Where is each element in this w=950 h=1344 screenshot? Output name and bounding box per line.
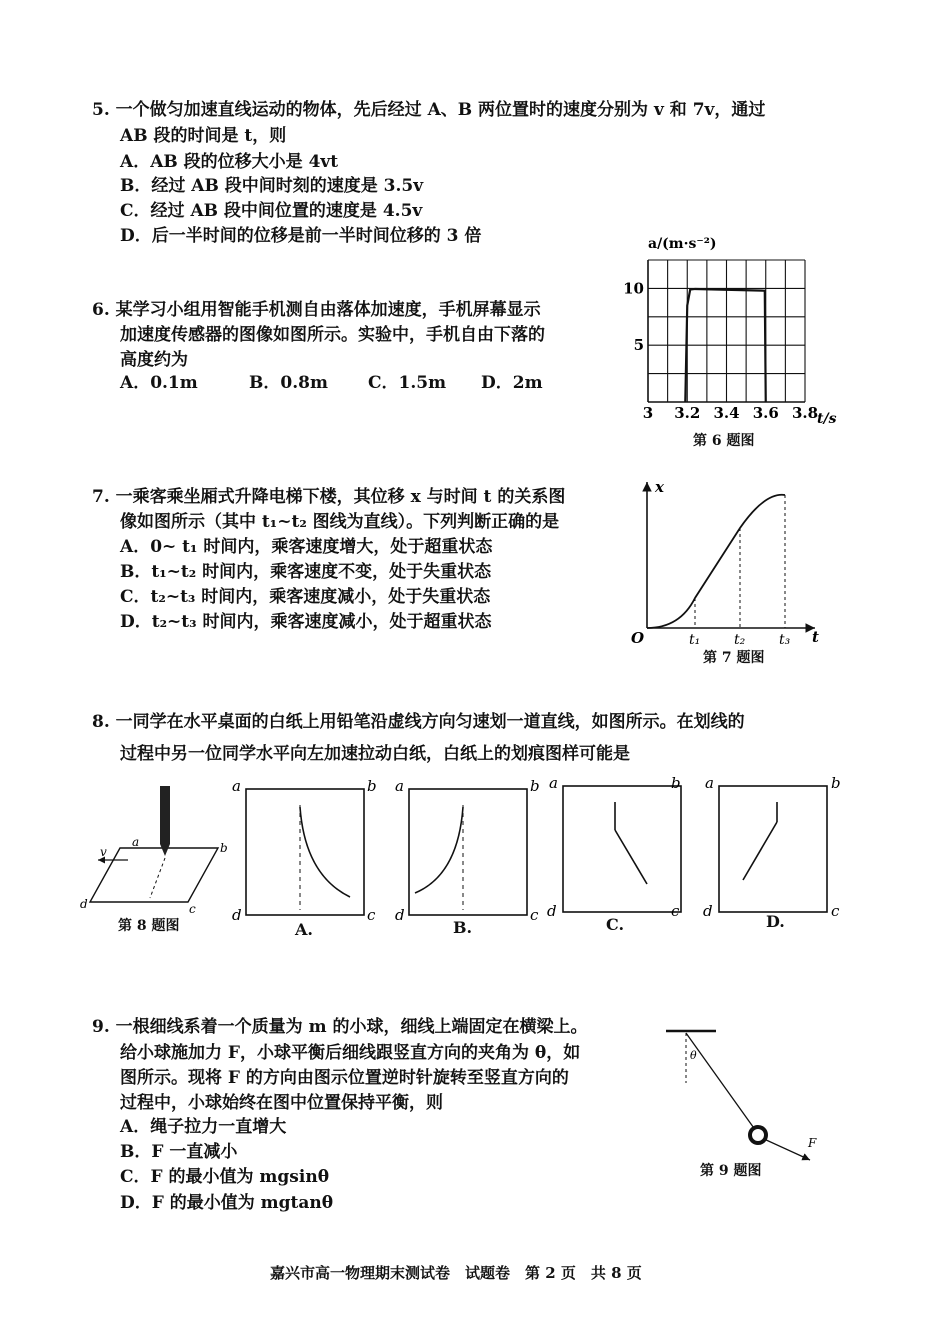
q7-tick-t2: t₂ (734, 632, 746, 648)
x-tick-label: 3.2 (674, 404, 701, 422)
corner-b: b (220, 841, 228, 855)
q7-displacement-graph (625, 470, 835, 650)
q6-option-c: C．1.5m (368, 373, 447, 393)
y-tick-label: 5 (633, 336, 644, 355)
x-tick-label: 3.6 (752, 404, 779, 422)
q7-origin-label: O (631, 629, 645, 647)
q9-option-c: C．F 的最小值为 mgsinθ (120, 1167, 330, 1187)
q9-stem-line4: 过程中，小球始终在图中位置保持平衡，则 (120, 1093, 443, 1113)
q9-option-b: B．F 一直减小 (120, 1142, 238, 1162)
q5-option-c: C．经过 AB 段中间位置的速度是 4.5v (120, 201, 423, 221)
x-tick-label: 3.4 (713, 404, 740, 422)
corner-a: a (232, 777, 241, 795)
q9-pendulum-figure (660, 1015, 830, 1165)
q5-stem-line1: 5. 一个做匀加速直线运动的物体，先后经过 A、B 两位置时的速度分别为 v 和 7v，通过 (92, 100, 766, 120)
corner-c: c (530, 906, 539, 924)
chart-grid (648, 260, 805, 402)
q7-figure-caption: 第 7 题图 (703, 650, 765, 666)
ball (750, 1127, 766, 1143)
force-arrow (764, 1139, 810, 1160)
corner-a: a (549, 774, 558, 792)
q6-acceleration-chart (623, 230, 850, 430)
q7-axis-t-label: t (812, 628, 819, 646)
q7-option-d: D．t₂~t₃ 时间内，乘客速度减小，处于超重状态 (120, 612, 492, 632)
q9-stem-line1: 9. 一根细线系着一个质量为 m 的小球，细线上端固定在横梁上。 (92, 1017, 588, 1037)
corner-d: d (395, 906, 405, 924)
x-t-curve (647, 495, 785, 628)
q6-stem-line3: 高度约为 (120, 350, 188, 370)
q8-setup-figure (80, 780, 240, 915)
corner-d: d (547, 902, 557, 920)
q6-stem-line1: 6. 某学习小组用智能手机测自由落体加速度，手机屏幕显示 (92, 300, 541, 320)
q7-option-a: A．0~ t₁ 时间内，乘客速度增大，处于超重状态 (120, 537, 493, 557)
string (686, 1033, 756, 1131)
trace-curve (415, 807, 463, 893)
q9-stem-line3: 图所示。现将 F 的方向由图示位置逆时针旋转至竖直方向的 (120, 1068, 569, 1088)
q8-choice-d-label: D. (766, 912, 785, 931)
corner-a: a (132, 835, 140, 849)
q5-option-d: D．后一半时间的位移是前一半时间位移的 3 倍 (120, 226, 482, 246)
q8-choice-c-figure (547, 772, 697, 932)
trace-curve (300, 807, 350, 897)
chart-ticks (623, 279, 818, 422)
velocity-label: v (100, 845, 107, 859)
q8-choice-a-figure (230, 775, 380, 935)
q8-figure-caption: 第 8 题图 (118, 918, 180, 934)
y-tick-label: 10 (623, 279, 644, 298)
q5-option-a: A．AB 段的位移大小是 4vt (120, 152, 339, 172)
corner-c: c (367, 906, 376, 924)
q8-choice-c-label: C. (606, 915, 625, 934)
corner-c: c (671, 902, 680, 920)
q6-option-d: D．2m (481, 373, 543, 393)
corner-b: b (530, 777, 540, 795)
corner-d: d (232, 906, 242, 924)
q7-axis-x-label: x (655, 478, 664, 496)
q5-stem-line2: AB 段的时间是 t，则 (120, 126, 287, 146)
q6-option-a: A．0.1m (120, 373, 198, 393)
corner-b: b (831, 774, 841, 792)
q6-stem-line2: 加速度传感器的图像如图所示。实验中，手机自由下落的 (120, 325, 545, 345)
q8-choice-d-figure (703, 772, 853, 932)
q9-option-a: A．绳子拉力一直增大 (120, 1117, 287, 1137)
trace-line (615, 830, 647, 884)
paper-sheet (90, 848, 218, 902)
corner-a: a (395, 777, 404, 795)
q8-stem-line1: 8. 一同学在水平桌面的白纸上用铅笔沿虚线方向匀速划一道直线，如图所示。在划线的 (92, 712, 745, 732)
q8-choice-b-figure (393, 775, 543, 935)
corner-b: b (671, 774, 681, 792)
q7-stem-line2: 像如图所示（其中 t₁~t₂ 图线为直线）。下列判断正确的是 (120, 512, 560, 532)
q7-option-b: B．t₁~t₂ 时间内，乘客速度不变，处于失重状态 (120, 562, 492, 582)
q9-stem-line2: 给小球施加力 F，小球平衡后细线跟竖直方向的夹角为 θ，如 (120, 1043, 581, 1063)
q9-figure-caption: 第 9 题图 (700, 1163, 762, 1179)
chart-y-label: a/(m·s⁻²) (648, 236, 717, 252)
corner-b: b (367, 777, 377, 795)
q6-option-b: B．0.8m (249, 373, 328, 393)
q9-option-d: D．F 的最小值为 mgtanθ (120, 1193, 334, 1213)
angle-label: θ (690, 1049, 697, 1062)
q7-stem-line1: 7. 一乘客乘坐厢式升降电梯下楼，其位移 x 与时间 t 的关系图 (92, 487, 566, 507)
q7-tick-t3: t₃ (779, 632, 791, 648)
q7-option-c: C．t₂~t₃ 时间内，乘客速度减小，处于失重状态 (120, 587, 491, 607)
pencil-tip (160, 844, 170, 856)
corner-c: c (831, 902, 840, 920)
q8-choice-b-label: B. (453, 918, 473, 937)
x-tick-label: 3.8 (791, 404, 819, 422)
page-footer: 嘉兴市高一物理期末测试卷 试题卷 第 2 页 共 8 页 (270, 1264, 642, 1282)
q6-figure-caption: 第 6 题图 (693, 433, 755, 449)
x-tick-label: 3 (642, 404, 654, 422)
q8-choice-a-label: A. (295, 920, 313, 939)
corner-c: c (189, 902, 196, 916)
pencil-icon (160, 786, 170, 844)
q5-option-b: B．经过 AB 段中间时刻的速度是 3.5v (120, 176, 424, 196)
corner-a: a (705, 774, 714, 792)
force-label: F (808, 1136, 817, 1150)
corner-d: d (703, 902, 713, 920)
q8-stem-line2: 过程中另一位同学水平向左加速拉动白纸，白纸上的划痕图样可能是 (120, 744, 630, 764)
chart-x-label: t/s (817, 411, 837, 427)
q7-tick-t1: t₁ (689, 632, 701, 648)
pencil-path-dashed (150, 858, 165, 898)
trace-line (743, 822, 777, 880)
corner-d: d (80, 897, 88, 911)
